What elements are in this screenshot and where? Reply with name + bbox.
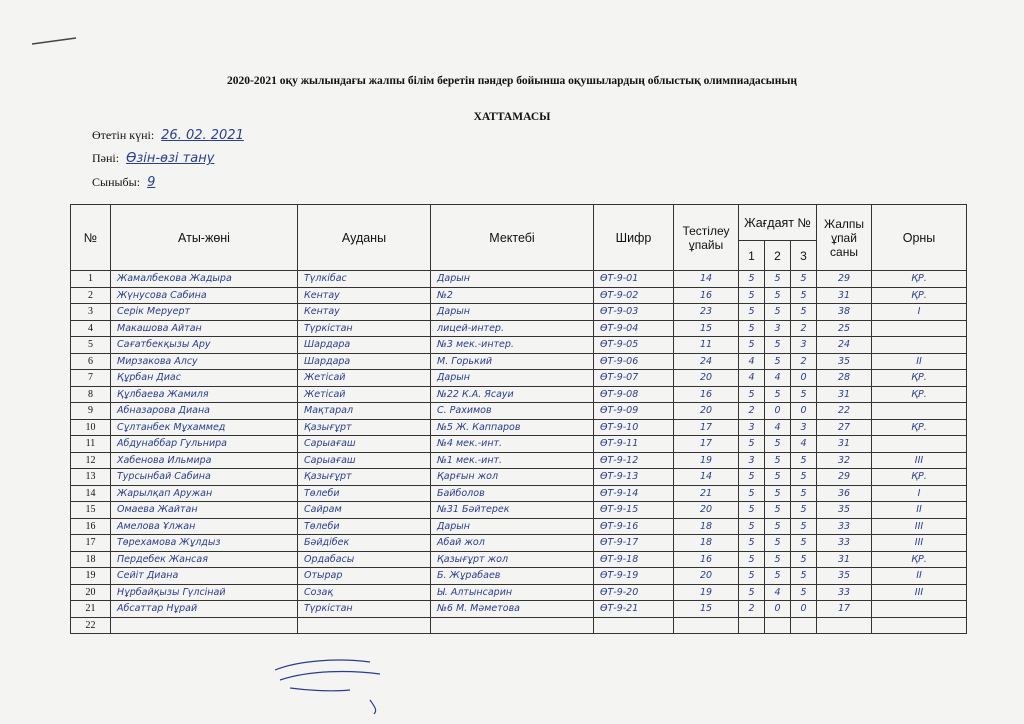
grade-label: Сыныбы: — [92, 175, 141, 189]
school: Байболов — [431, 485, 594, 502]
student-name: Амелова Ұлжан — [111, 518, 298, 535]
school: Б. Жұрабаев — [431, 568, 594, 585]
place — [872, 337, 967, 354]
school: №6 М. Мәметова — [431, 601, 594, 618]
situation-2-score: 5 — [765, 271, 791, 288]
row-number: 5 — [71, 337, 111, 354]
situation-3-score: 5 — [791, 518, 817, 535]
test-score — [674, 617, 739, 634]
table-row — [71, 337, 967, 354]
total-score: 31 — [817, 436, 872, 453]
code: ӨТ-9-19 — [594, 568, 674, 585]
grade-line — [92, 175, 159, 190]
district: Сарыағаш — [298, 436, 431, 453]
header-situation-3: 3 — [791, 241, 817, 271]
situation-1-score: 5 — [739, 535, 765, 552]
place: III — [872, 452, 967, 469]
results-table — [70, 204, 967, 634]
student-name — [111, 617, 298, 634]
district: Кентау — [298, 304, 431, 321]
situation-2-score — [765, 617, 791, 634]
row-number: 21 — [71, 601, 111, 618]
total-score: 25 — [817, 320, 872, 337]
situation-1-score: 5 — [739, 436, 765, 453]
situation-2-score: 5 — [765, 518, 791, 535]
table-row — [71, 485, 967, 502]
place: ҚР. — [872, 469, 967, 486]
code: ӨТ-9-04 — [594, 320, 674, 337]
place — [872, 320, 967, 337]
situation-3-score: 5 — [791, 452, 817, 469]
row-number: 3 — [71, 304, 111, 321]
header-situation-2: 2 — [765, 241, 791, 271]
student-name: Абдунаббар Гульнира — [111, 436, 298, 453]
situation-1-score: 5 — [739, 518, 765, 535]
district: Созақ — [298, 584, 431, 601]
code: ӨТ-9-14 — [594, 485, 674, 502]
situation-1-score: 3 — [739, 452, 765, 469]
date-label: Өтетін күні: — [92, 128, 155, 142]
row-number: 8 — [71, 386, 111, 403]
situation-2-score: 5 — [765, 485, 791, 502]
table-row — [71, 469, 967, 486]
student-name: Абназарова Диана — [111, 403, 298, 420]
student-name: Абсаттар Нұрай — [111, 601, 298, 618]
situation-3-score: 2 — [791, 353, 817, 370]
situation-1-score: 2 — [739, 601, 765, 618]
school: лицей-интер. — [431, 320, 594, 337]
place: ҚР. — [872, 271, 967, 288]
student-name: Жамалбекова Жадыра — [111, 271, 298, 288]
total-score: 27 — [817, 419, 872, 436]
test-score: 18 — [674, 535, 739, 552]
header-test-score: Тестілеу ұпайы — [674, 205, 739, 271]
district: Шардара — [298, 353, 431, 370]
situation-1-score: 5 — [739, 568, 765, 585]
test-score: 17 — [674, 419, 739, 436]
place — [872, 601, 967, 618]
table-row — [71, 386, 967, 403]
situation-1-score: 5 — [739, 485, 765, 502]
situation-3-score: 0 — [791, 370, 817, 387]
student-name: Жарылқап Аружан — [111, 485, 298, 502]
test-score: 11 — [674, 337, 739, 354]
code — [594, 617, 674, 634]
situation-1-score: 5 — [739, 320, 765, 337]
situation-1-score — [739, 617, 765, 634]
row-number: 11 — [71, 436, 111, 453]
total-score: 29 — [817, 469, 872, 486]
student-name: Жүнусова Сабина — [111, 287, 298, 304]
situation-1-score: 3 — [739, 419, 765, 436]
situation-3-score: 0 — [791, 403, 817, 420]
table-row — [71, 419, 967, 436]
total-score: 35 — [817, 568, 872, 585]
code: ӨТ-9-02 — [594, 287, 674, 304]
situation-3-score: 0 — [791, 601, 817, 618]
code: ӨТ-9-16 — [594, 518, 674, 535]
place: II — [872, 502, 967, 519]
subject-value: Өзін-өзі тану — [126, 151, 215, 166]
place: ҚР. — [872, 370, 967, 387]
test-score: 23 — [674, 304, 739, 321]
school: Қарғын жол — [431, 469, 594, 486]
code: ӨТ-9-13 — [594, 469, 674, 486]
test-score: 14 — [674, 469, 739, 486]
school: №3 мек.-интер. — [431, 337, 594, 354]
school: Дарын — [431, 271, 594, 288]
school: Ы. Алтынсарин — [431, 584, 594, 601]
situation-3-score: 3 — [791, 337, 817, 354]
total-score: 31 — [817, 386, 872, 403]
code: ӨТ-9-15 — [594, 502, 674, 519]
document-subtitle: ХАТТАМАСЫ — [473, 111, 551, 123]
place: II — [872, 568, 967, 585]
row-number: 7 — [71, 370, 111, 387]
total-score: 33 — [817, 518, 872, 535]
code: ӨТ-9-07 — [594, 370, 674, 387]
student-name: Макашова Айтан — [111, 320, 298, 337]
total-score: 35 — [817, 353, 872, 370]
student-name: Нұрбайқызы Гүлсінай — [111, 584, 298, 601]
situation-1-score: 5 — [739, 386, 765, 403]
test-score: 21 — [674, 485, 739, 502]
situation-3-score: 5 — [791, 469, 817, 486]
situation-2-score: 5 — [765, 436, 791, 453]
total-score: 36 — [817, 485, 872, 502]
table-row — [71, 271, 967, 288]
header-code: Шифр — [594, 205, 674, 271]
student-name: Турсынбай Сабина — [111, 469, 298, 486]
district: Төлеби — [298, 518, 431, 535]
district: Мақтарал — [298, 403, 431, 420]
row-number: 12 — [71, 452, 111, 469]
header-situation-1: 1 — [739, 241, 765, 271]
situation-3-score — [791, 617, 817, 634]
code: ӨТ-9-03 — [594, 304, 674, 321]
situation-1-score: 5 — [739, 287, 765, 304]
table-row — [71, 452, 967, 469]
situation-3-score: 2 — [791, 320, 817, 337]
row-number: 19 — [71, 568, 111, 585]
school: Абай жол — [431, 535, 594, 552]
place — [872, 617, 967, 634]
row-number: 22 — [71, 617, 111, 634]
district — [298, 617, 431, 634]
district: Сайрам — [298, 502, 431, 519]
code: ӨТ-9-11 — [594, 436, 674, 453]
situation-1-score: 5 — [739, 337, 765, 354]
row-number: 16 — [71, 518, 111, 535]
total-score: 29 — [817, 271, 872, 288]
row-number: 10 — [71, 419, 111, 436]
code: ӨТ-9-06 — [594, 353, 674, 370]
place — [872, 403, 967, 420]
total-score: 33 — [817, 535, 872, 552]
code: ӨТ-9-10 — [594, 419, 674, 436]
district: Төлеби — [298, 485, 431, 502]
row-number: 4 — [71, 320, 111, 337]
row-number: 20 — [71, 584, 111, 601]
district: Түлкібас — [298, 271, 431, 288]
code: ӨТ-9-20 — [594, 584, 674, 601]
district: Бәйдібек — [298, 535, 431, 552]
school: №31 Бәйтерек — [431, 502, 594, 519]
school: №1 мек.-инт. — [431, 452, 594, 469]
district: Түркістан — [298, 601, 431, 618]
place: III — [872, 535, 967, 552]
header-place: Орны — [872, 205, 967, 271]
table-row — [71, 403, 967, 420]
test-score: 16 — [674, 386, 739, 403]
place: I — [872, 304, 967, 321]
situation-1-score: 4 — [739, 370, 765, 387]
student-name: Сұлтанбек Мұхаммед — [111, 419, 298, 436]
table-row — [71, 568, 967, 585]
place: II — [872, 353, 967, 370]
school: Дарын — [431, 304, 594, 321]
situation-2-score: 0 — [765, 601, 791, 618]
student-name: Төрехамова Жұлдыз — [111, 535, 298, 552]
student-name: Сағатбекқызы Ару — [111, 337, 298, 354]
district: Кентау — [298, 287, 431, 304]
total-score: 31 — [817, 551, 872, 568]
total-score: 22 — [817, 403, 872, 420]
document-title: 2020-2021 оқу жылындағы жалпы білім беретін пәндер бойынша оқушылардың облыстық олимпиадасының — [227, 75, 797, 87]
test-score: 20 — [674, 370, 739, 387]
district: Сарыағаш — [298, 452, 431, 469]
school: Дарын — [431, 370, 594, 387]
code: ӨТ-9-21 — [594, 601, 674, 618]
date-line — [92, 128, 248, 143]
code: ӨТ-9-01 — [594, 271, 674, 288]
student-name: Мирзакова Алсу — [111, 353, 298, 370]
situation-1-score: 5 — [739, 304, 765, 321]
situation-1-score: 5 — [739, 551, 765, 568]
test-score: 15 — [674, 601, 739, 618]
situation-3-score: 4 — [791, 436, 817, 453]
school: №4 мек.-инт. — [431, 436, 594, 453]
place: III — [872, 584, 967, 601]
situation-1-score: 5 — [739, 271, 765, 288]
situation-1-score: 5 — [739, 584, 765, 601]
table-row — [71, 518, 967, 535]
student-name: Құрбан Диас — [111, 370, 298, 387]
district: Жетісай — [298, 386, 431, 403]
place: ҚР. — [872, 551, 967, 568]
row-number: 14 — [71, 485, 111, 502]
situation-1-score: 4 — [739, 353, 765, 370]
code: ӨТ-9-17 — [594, 535, 674, 552]
district: Түркістан — [298, 320, 431, 337]
table-row — [71, 304, 967, 321]
situation-2-score: 5 — [765, 452, 791, 469]
table-row — [71, 320, 967, 337]
place: III — [872, 518, 967, 535]
situation-2-score: 4 — [765, 419, 791, 436]
district: Ордабасы — [298, 551, 431, 568]
test-score: 20 — [674, 403, 739, 420]
header-district: Ауданы — [298, 205, 431, 271]
school: №2 — [431, 287, 594, 304]
table-row — [71, 502, 967, 519]
test-score: 16 — [674, 551, 739, 568]
place: ҚР. — [872, 419, 967, 436]
situation-2-score: 0 — [765, 403, 791, 420]
place: I — [872, 485, 967, 502]
school — [431, 617, 594, 634]
header-number: № — [71, 205, 111, 271]
test-score: 19 — [674, 452, 739, 469]
test-score: 16 — [674, 287, 739, 304]
row-number: 18 — [71, 551, 111, 568]
situation-2-score: 5 — [765, 535, 791, 552]
student-name: Омаева Жайтан — [111, 502, 298, 519]
situation-2-score: 5 — [765, 287, 791, 304]
situation-2-score: 5 — [765, 304, 791, 321]
situation-2-score: 3 — [765, 320, 791, 337]
test-score: 20 — [674, 568, 739, 585]
district: Қазығұрт — [298, 419, 431, 436]
situation-2-score: 5 — [765, 551, 791, 568]
place — [872, 436, 967, 453]
header-situation: Жағдаят № — [739, 205, 817, 241]
code: ӨТ-9-18 — [594, 551, 674, 568]
code: ӨТ-9-05 — [594, 337, 674, 354]
table-row — [71, 287, 967, 304]
place: ҚР. — [872, 287, 967, 304]
row-number: 15 — [71, 502, 111, 519]
situation-2-score: 4 — [765, 584, 791, 601]
situation-2-score: 4 — [765, 370, 791, 387]
school: №5 Ж. Каппаров — [431, 419, 594, 436]
code: ӨТ-9-08 — [594, 386, 674, 403]
subject-line — [92, 151, 218, 166]
test-score: 14 — [674, 271, 739, 288]
total-score — [817, 617, 872, 634]
situation-3-score: 5 — [791, 568, 817, 585]
table-row — [71, 370, 967, 387]
situation-3-score: 3 — [791, 419, 817, 436]
total-score: 17 — [817, 601, 872, 618]
test-score: 17 — [674, 436, 739, 453]
test-score: 19 — [674, 584, 739, 601]
situation-3-score: 5 — [791, 584, 817, 601]
total-score: 38 — [817, 304, 872, 321]
situation-2-score: 5 — [765, 469, 791, 486]
row-number: 2 — [71, 287, 111, 304]
table-row — [71, 584, 967, 601]
total-score: 33 — [817, 584, 872, 601]
situation-3-score: 5 — [791, 287, 817, 304]
row-number: 13 — [71, 469, 111, 486]
table-row — [71, 353, 967, 370]
situation-1-score: 5 — [739, 469, 765, 486]
situation-3-score: 5 — [791, 271, 817, 288]
signature — [270, 640, 400, 715]
student-name: Пердебек Жансая — [111, 551, 298, 568]
school: Дарын — [431, 518, 594, 535]
table-row — [71, 436, 967, 453]
student-name: Құлбаева Жамиля — [111, 386, 298, 403]
header-name: Аты-жөні — [111, 205, 298, 271]
situation-3-score: 5 — [791, 535, 817, 552]
situation-2-score: 5 — [765, 353, 791, 370]
table-row — [71, 535, 967, 552]
situation-2-score: 5 — [765, 568, 791, 585]
code: ӨТ-9-09 — [594, 403, 674, 420]
district: Шардара — [298, 337, 431, 354]
situation-2-score: 5 — [765, 337, 791, 354]
row-number: 9 — [71, 403, 111, 420]
row-number: 17 — [71, 535, 111, 552]
total-score: 24 — [817, 337, 872, 354]
situation-3-score: 5 — [791, 386, 817, 403]
test-score: 18 — [674, 518, 739, 535]
situation-2-score: 5 — [765, 386, 791, 403]
total-score: 35 — [817, 502, 872, 519]
student-name: Серік Меруерт — [111, 304, 298, 321]
situation-3-score: 5 — [791, 485, 817, 502]
header-total: Жалпы ұпай саны — [817, 205, 872, 271]
situation-1-score: 5 — [739, 502, 765, 519]
total-score: 32 — [817, 452, 872, 469]
district: Қазығұрт — [298, 469, 431, 486]
test-score: 20 — [674, 502, 739, 519]
subject-label: Пәні: — [92, 151, 120, 165]
table-body — [71, 271, 967, 634]
pen-mark-top-left — [30, 35, 80, 47]
situation-3-score: 5 — [791, 304, 817, 321]
student-name: Хабенова Ильмира — [111, 452, 298, 469]
school: М. Горький — [431, 353, 594, 370]
row-number: 1 — [71, 271, 111, 288]
school: Қазығұрт жол — [431, 551, 594, 568]
school: С. Рахимов — [431, 403, 594, 420]
table-row — [71, 601, 967, 618]
row-number: 6 — [71, 353, 111, 370]
situation-3-score: 5 — [791, 502, 817, 519]
table-row — [71, 551, 967, 568]
date-value: 26. 02. 2021 — [161, 128, 244, 143]
grade-value: 9 — [147, 175, 156, 190]
situation-3-score: 5 — [791, 551, 817, 568]
total-score: 28 — [817, 370, 872, 387]
code: ӨТ-9-12 — [594, 452, 674, 469]
table-row — [71, 617, 967, 634]
situation-1-score: 2 — [739, 403, 765, 420]
school: №22 К.А. Ясауи — [431, 386, 594, 403]
district: Жетісай — [298, 370, 431, 387]
student-name: Сейіт Диана — [111, 568, 298, 585]
test-score: 24 — [674, 353, 739, 370]
district: Отырар — [298, 568, 431, 585]
test-score: 15 — [674, 320, 739, 337]
situation-2-score: 5 — [765, 502, 791, 519]
total-score: 31 — [817, 287, 872, 304]
header-school: Мектебі — [431, 205, 594, 271]
place: ҚР. — [872, 386, 967, 403]
